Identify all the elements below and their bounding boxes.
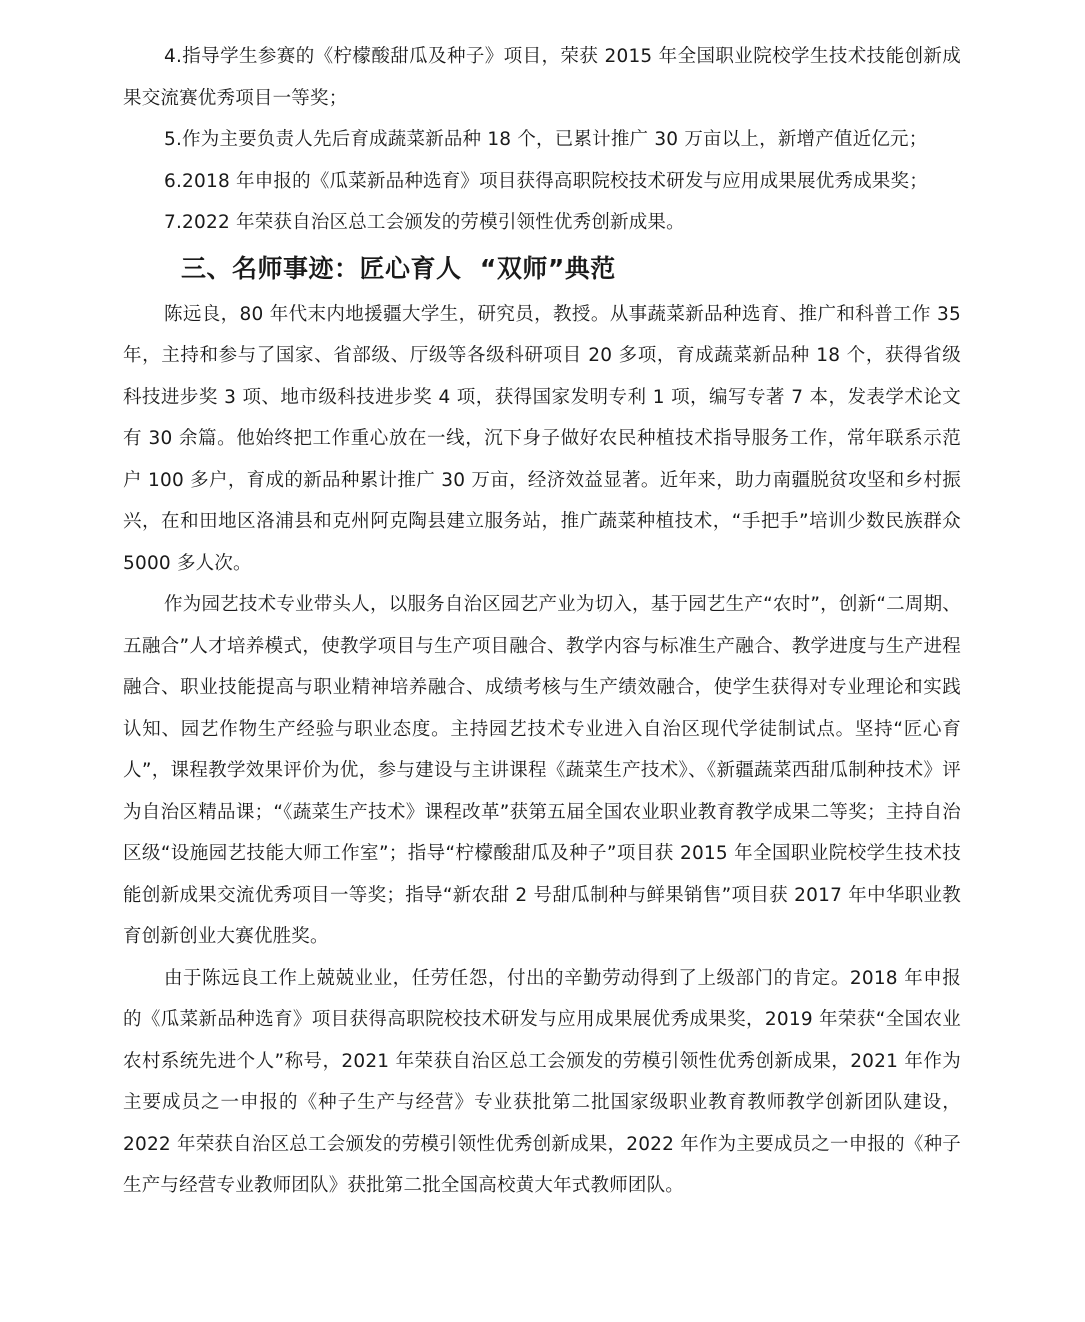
paragraph-honors: 由于陈远良工作上兢兢业业，任劳任怨，付出的辛勤劳动得到了上级部门的肯定。2018 年申报的《瓜菜新品种选育》项目获得高职院校技术研发与应用成果展优秀成果奖，2019 年荣获“全国农业农村系统先进个人”称号，2021 年荣获自治区总工会颁发的劳模引领性优秀创新成果，2021 年作为主要成员之一申报的《种子生产与经营》专业获批第二批国家级职业教育教师教学创新团队建设，2022 年荣获自治区总工会颁发的劳模引领性优秀创新成果，2022 年作为主要成员之一申报的《种子生产与经营专业教师团队》获批第二批全国高校黄大年式教师团队。	[123, 967, 961, 1196]
paragraph-teaching: 作为园艺技术专业带头人，以服务自治区园艺产业为切入，基于园艺生产“农时”，创新“二周期、五融合”人才培养模式，使教学项目与生产项目融合、教学内容与标准生产融合、教学进度与生产进程融合、职业技能提高与职业精神培养融合、成绩考核与生产绩效融合，使学生获得对专业理论和实践认知、园艺作物生产经验与职业态度。主持园艺技术专业进入自治区现代学徒制试点。坚持“匠心育人”，课程教学效果评价为优，参与建设与主讲课程《蔬菜生产技术》、《新疆蔬菜西甜瓜制种技术》评为自治区精品课；“《蔬菜生产技术》课程改革”获第五届全国农业职业教育教学成果二等奖；主持自治区级“设施园艺技能大师工作室”；指导“柠檬酸甜瓜及种子”项目获 2015 年全国职业院校学生技术技能创新成果交流优秀项目一等奖；指导“新农甜 2 号甜瓜制种与鲜果销售”项目获 2017 年中华职业教育创新创业大赛优胜奖。	[123, 594, 961, 947]
achievement-item-7: 7.2022 年荣获自治区总工会颁发的劳模引领性优秀创新成果。	[164, 212, 685, 233]
achievement-item-4: 4.指导学生参赛的《柠檬酸甜瓜及种子》项目，荣获 2015 年全国职业院校学生技术技能创新成果交流赛优秀项目一等奖；	[123, 46, 961, 109]
achievement-item-5: 5.作为主要负责人先后育成蔬菜新品种 18 个，已累计推广 30 万亩以上，新增产值近亿元；	[164, 129, 928, 150]
section-heading: 三、名师事迹：匠心育人 “双师”典范	[181, 253, 616, 283]
achievement-item-6: 6.2018 年申报的《瓜菜新品种选育》项目获得高职院校技术研发与应用成果展优秀成果奖；	[164, 170, 928, 192]
document-body	[123, 36, 961, 1207]
paragraph-biography: 陈远良，80 年代末内地援疆大学生，研究员，教授。从事蔬菜新品种选育、推广和科普工作 35 年，主持和参与了国家、省部级、厅级等各级科研项目 20 多项，育成蔬菜新品种 18 个，获得省级科技进步奖 3 项、地市级科技进步奖 4 项，获得国家发明专利 1 项，编写专著 7 本，发表学术论文有 30 余篇。他始终把工作重心放在一线，沉下身子做好农民种植技术指导服务工作，常年联系示范户 100 多户，育成的新品种累计推广 30 万亩，经济效益显著。近年来，助力南疆脱贫攻坚和乡村振兴，在和田地区洛浦县和克州阿克陶县建立服务站，推广蔬菜种植技术，“手把手”培训少数民族群众 5000 多人次。	[123, 303, 961, 574]
